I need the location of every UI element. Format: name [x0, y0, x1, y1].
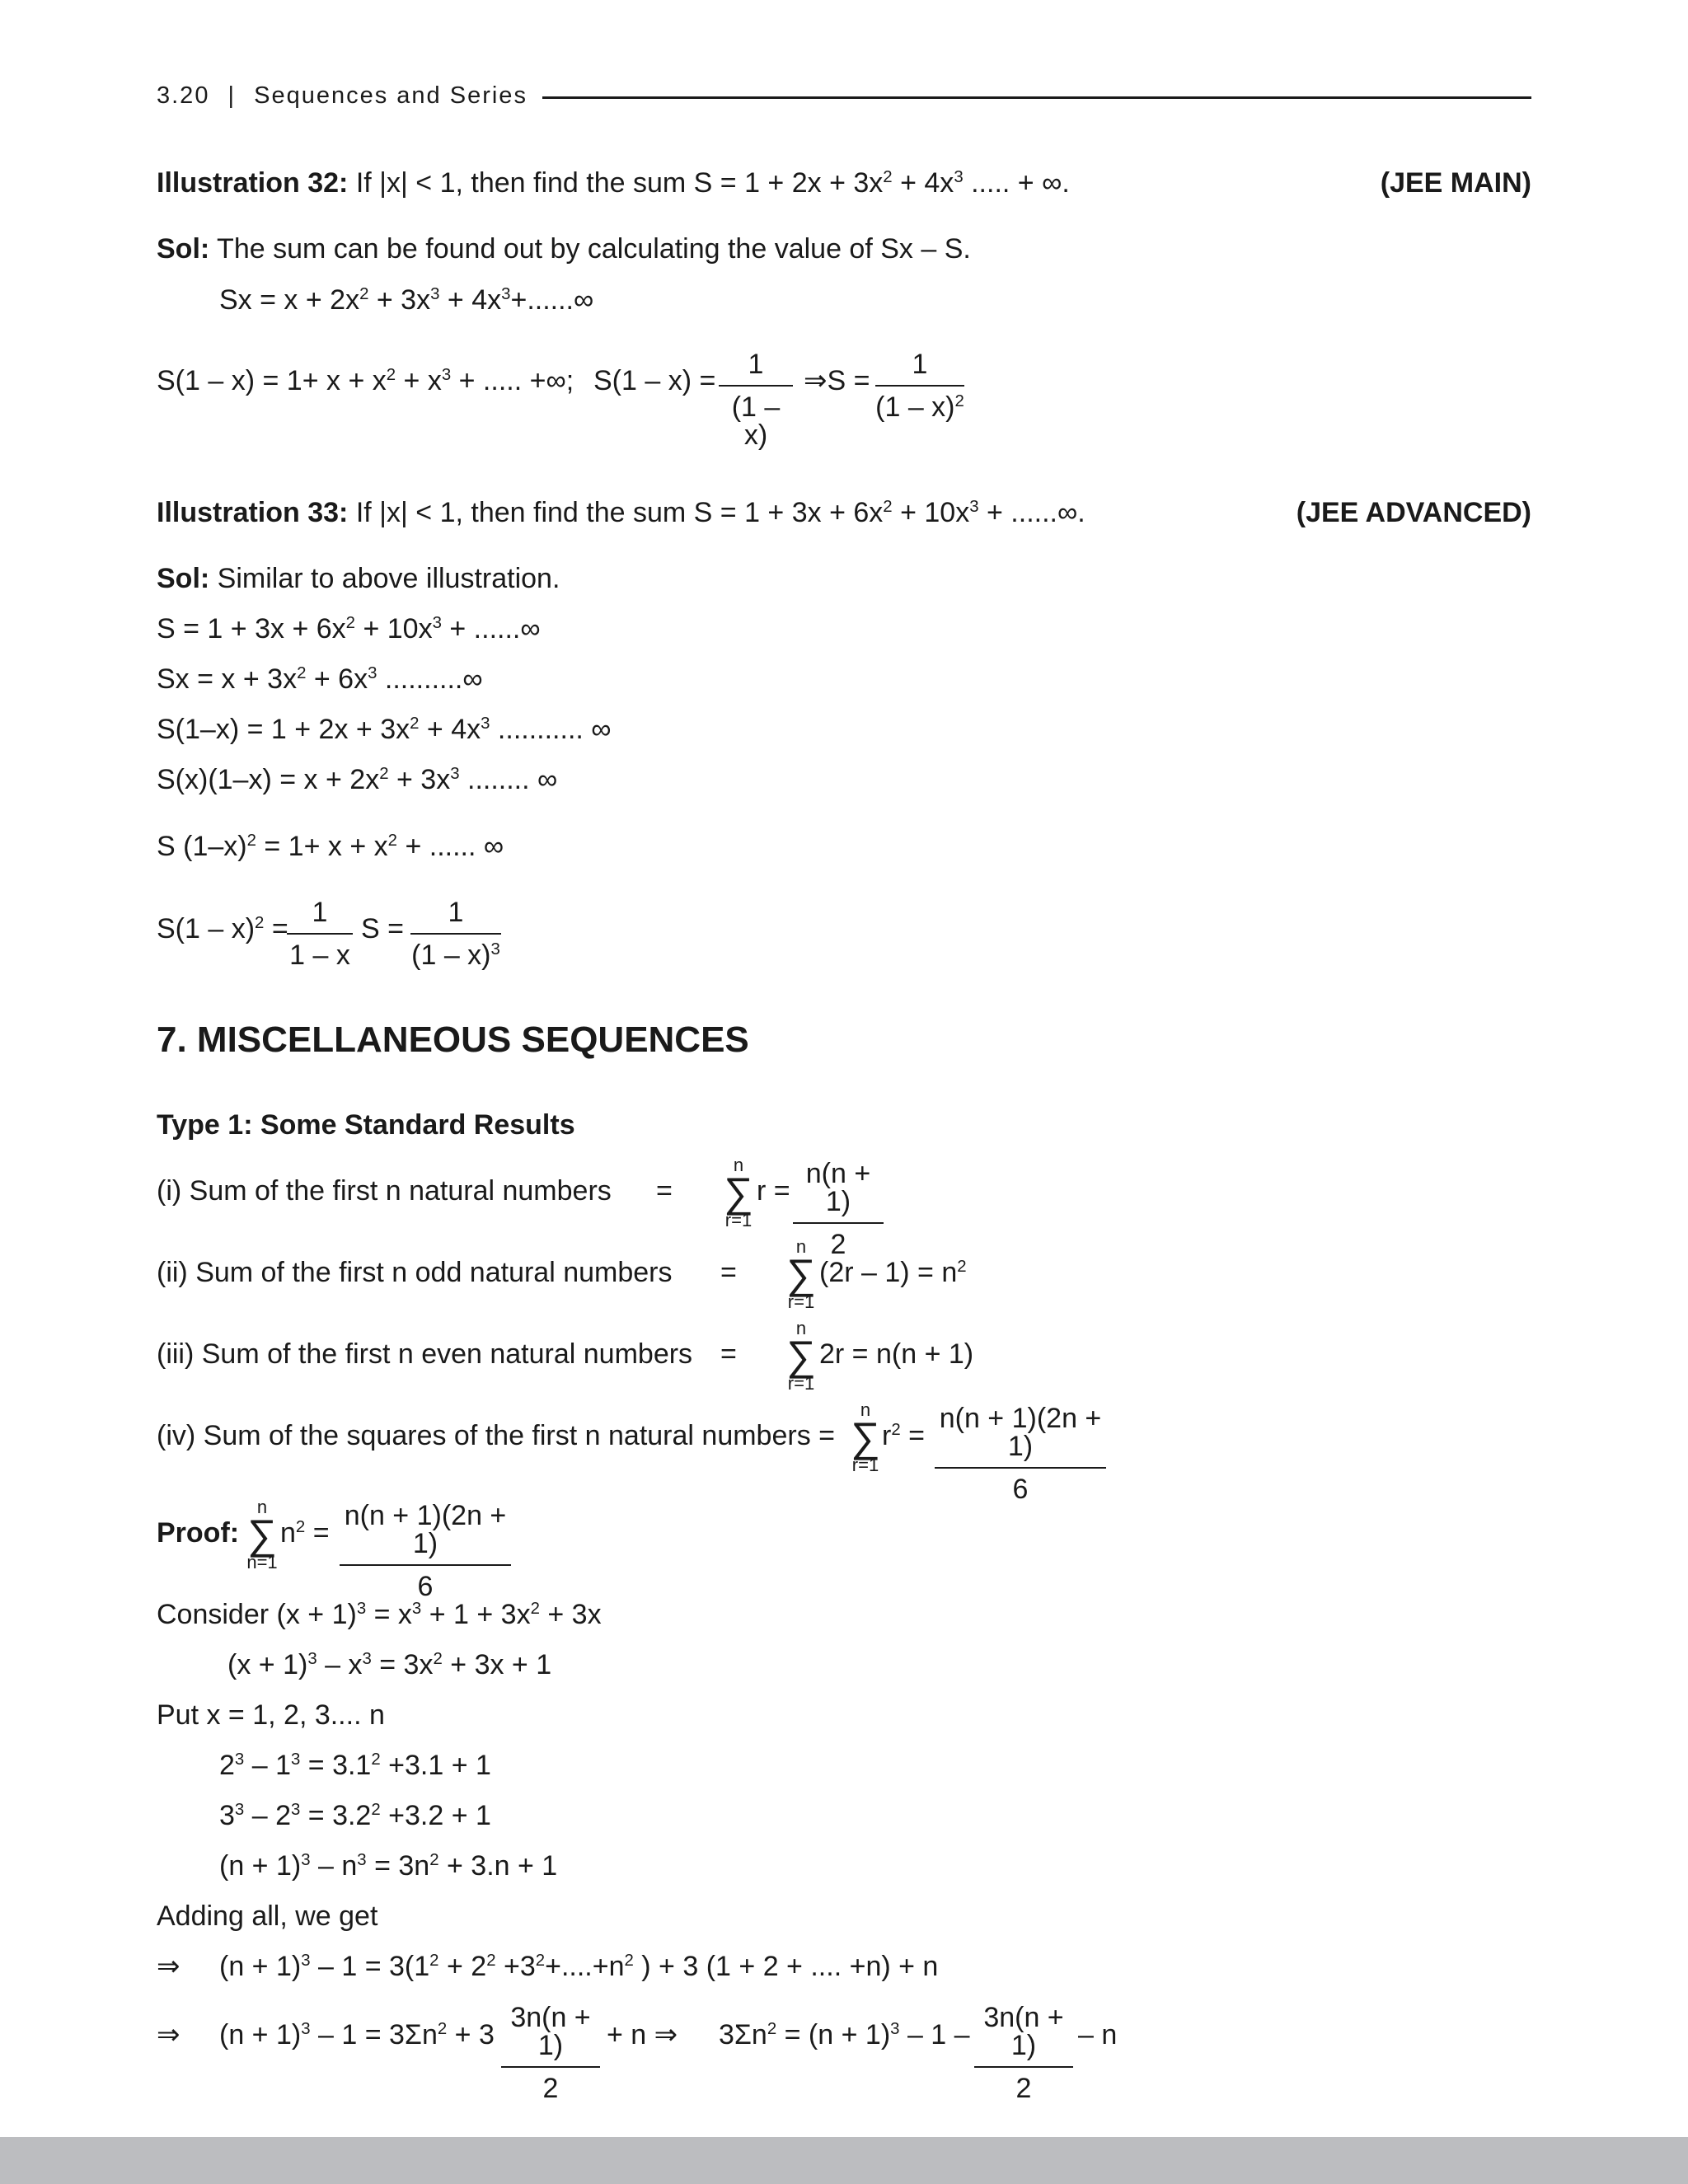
result-3-expr: 2r = n(n + 1): [819, 1338, 974, 1370]
proof-expr: $n^2$ =: [280, 1517, 330, 1549]
final-line-right: $3\Sigma n^2 = (n + 1)^3 - 1$ –: [719, 2019, 970, 2050]
difference-line: $(x + 1)^3 - x^3 = 3x^2 + 3x + 1$: [227, 1649, 552, 1680]
fraction-1-over-1mx: 1 (1 – x): [719, 350, 793, 449]
put-case-2: $3^3 - 2^3 = 3.2^2 +3.2 + 1$: [219, 1800, 491, 1831]
arrow-icon: ⇒: [157, 1951, 181, 1982]
header-rule: [542, 96, 1531, 99]
eq-s1mx: $S(1 - x) = 1+ x + x^2 + x^3$ + ..... +∞;: [157, 365, 574, 396]
footer-band: [0, 2137, 1688, 2184]
proof-fraction: n(n + 1)(2n + 1) 6: [340, 1502, 511, 1601]
fraction-1-over-1mx-squared: 1 (1 – x)$^2$: [875, 349, 964, 423]
chapter-title: Sequences and Series: [254, 82, 528, 109]
eq-s1mx-2: S(1 – x) =: [593, 365, 716, 396]
section-heading: 7. MISCELLANEOUS SEQUENCES: [157, 1019, 749, 1060]
result-4-text: (iv) Sum of the squares of the first n natural numbers =: [157, 1420, 835, 1451]
eq33-line3: $S(1-x) = 1 + 2x + 3x^2 + 4x^3$ ........... ∞: [157, 714, 612, 745]
result-1-expr: r =: [757, 1175, 790, 1207]
eq33-line1: $S = 1 + 3x + 6x^2 + 10x^3$ + ......∞: [157, 613, 541, 644]
sigma-proof: n ∑ n=1: [246, 1497, 278, 1572]
page-number: 3.20: [157, 82, 210, 109]
arrow-icon: ⇒: [157, 2019, 181, 2050]
put-case-1: $2^3 - 1^3 = 3.1^2 +3.1 + 1$: [219, 1750, 491, 1781]
fraction-1-over-1-minus-x: 1 1 – x: [287, 898, 353, 969]
final-fraction-1: 3n(n + 1) 2: [501, 2004, 600, 2102]
solution-32: Sol: The sum can be found out by calculating the value of Sx – S.: [157, 233, 971, 265]
result-4-expr: $r^2$ =: [882, 1420, 925, 1451]
type-heading: Type 1: Some Standard Results: [157, 1109, 575, 1141]
final-plus-n: + n ⇒: [607, 2019, 678, 2050]
sigma-r2: n ∑ r=1: [786, 1236, 816, 1312]
eq-sx: $Sx = x + 2x^2 + 3x^3 + 4x^3+......\infty$: [219, 284, 594, 316]
illustration-33: Illustration 33: If |x| < 1, then find the sum $S = 1 + 3x + 6x^2 + 10x^3$ + ......∞.: [157, 497, 1085, 528]
sigma-icon: ∑: [724, 1169, 753, 1216]
exam-tag-jee-main: (JEE MAIN): [1380, 167, 1531, 199]
result-2-expr: $(2r - 1) = n^2$: [819, 1257, 967, 1288]
final-fraction-2: 3n(n + 1) 2: [974, 2004, 1073, 2102]
proof-label: Proof:: [157, 1517, 240, 1549]
adding-line: Adding all, we get: [157, 1900, 378, 1932]
solution-33: Sol: Similar to above illustration.: [157, 563, 560, 594]
running-header: [157, 84, 528, 108]
result-3-equals: =: [720, 1338, 737, 1370]
implies-s: ⇒S =: [804, 365, 870, 396]
result-2-text: (ii) Sum of the first n odd natural numbers: [157, 1257, 673, 1288]
eq33-line6: S(1 – x)$^2$ =: [157, 913, 288, 944]
final-line-left: $(n + 1)^3 - 1 = 3\Sigma n^2 + 3$: [219, 2019, 495, 2050]
s-equals: S =: [361, 913, 404, 944]
result-4-fraction: n(n + 1)(2n + 1) 6: [935, 1404, 1106, 1503]
illustration-32: Illustration 32: If |x| < 1, then find the sum $S = 1 + 2x + 3x^2 + 4x^3$ ..... + ∞.: [157, 167, 1070, 199]
eq33-line2: $Sx = x + 3x^2 + 6x^3$ ..........∞: [157, 663, 483, 695]
consider-line: Consider $(x + 1)^3 = x^3 + 1 + 3x^2 + 3x$: [157, 1599, 602, 1630]
exam-tag-jee-advanced: (JEE ADVANCED): [1296, 497, 1531, 528]
put-line: Put x = 1, 2, 3.... n: [157, 1699, 385, 1731]
final-minus-n: – n: [1078, 2019, 1118, 2050]
sigma-r3: n ∑ r=1: [786, 1318, 816, 1394]
result-3-text: (iii) Sum of the first n even natural numbers: [157, 1338, 693, 1370]
result-1-fraction: n(n + 1) 2: [793, 1160, 884, 1258]
eq33-line4: $S(x)(1-x) = x + 2x^2 + 3x^3$ ........ ∞: [157, 764, 558, 795]
eq33-line5: S $(1-x)^2 = 1+ x + x^2$ + ...... ∞: [157, 831, 504, 862]
put-case-n: $(n + 1)^3 - n^3 = 3n^2 + 3.n + 1$: [219, 1850, 558, 1882]
result-2-equals: =: [720, 1257, 737, 1288]
fraction-1-over-1mx-cubed: 1 (1 – x)$^3$: [411, 897, 500, 971]
sum-line: $(n + 1)^3 - 1 = 3(1^2 + 2^2 +3^2+....+n^2$ ) + 3 (1 + 2 + .... +n) + n: [219, 1951, 939, 1982]
sigma-r4: n ∑ r=1: [851, 1399, 880, 1475]
header-separator: |: [227, 82, 237, 109]
result-1-text: (i) Sum of the first n natural numbers: [157, 1175, 612, 1207]
result-1-equals: =: [656, 1175, 673, 1207]
sigma-r1: n ∑ r=1: [722, 1156, 755, 1230]
